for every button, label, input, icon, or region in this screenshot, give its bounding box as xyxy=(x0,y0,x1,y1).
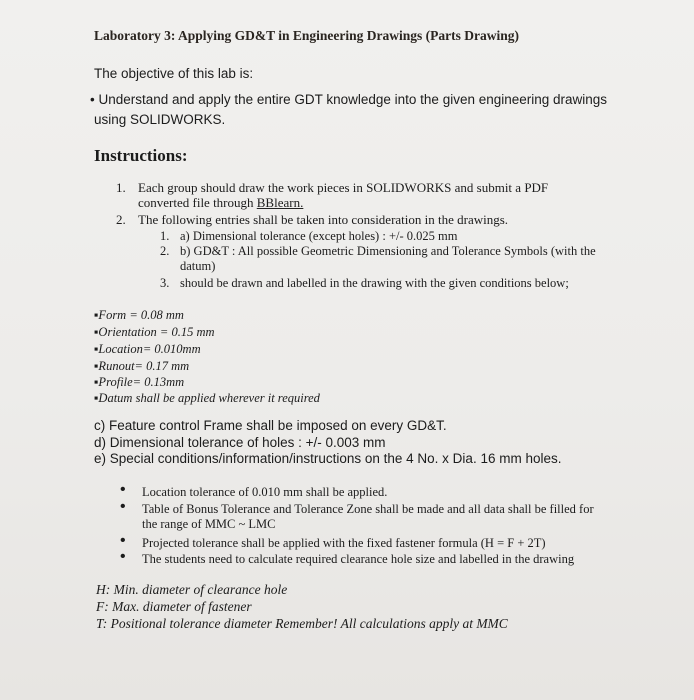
sub3-text: should be drawn and labelled in the drawing with the given conditions below; xyxy=(180,276,569,290)
objective-label: The objective of this lab is: xyxy=(94,66,254,81)
legend-h: H: Min. diameter of clearance hole xyxy=(96,582,288,597)
legend-f: F: Max. diameter of fastener xyxy=(96,599,252,614)
objective-bullet-line2: using SOLIDWORKS. xyxy=(94,112,226,127)
condition-location: ▪Location= 0.010mm xyxy=(94,342,201,356)
condition-runout: ▪Runout= 0.17 mm xyxy=(94,359,190,373)
sub2-number: 2. xyxy=(160,244,170,258)
condition-form: ▪Form = 0.08 mm xyxy=(94,308,184,322)
condition-datum: ▪Datum shall be applied wherever it required xyxy=(94,391,320,405)
sub1-number: 1. xyxy=(160,229,170,243)
sub2-line1: b) GD&T : All possible Geometric Dimensioning and Tolerance Symbols (with the xyxy=(180,244,596,258)
d-item: d) Dimensional tolerance of holes : +/- 0.003 mm xyxy=(94,435,386,450)
condition-orientation: ▪Orientation = 0.15 mm xyxy=(94,325,215,339)
sub1-text: a) Dimensional tolerance (except holes) : +/- 0.025 mm xyxy=(180,229,458,243)
special-bullet-3: Projected tolerance shall be applied with the fixed fastener formula (H = F + 2T) xyxy=(142,536,546,550)
item1-line2 xyxy=(138,195,303,211)
special-bullet-2-line2: the range of MMC ~ LMC xyxy=(142,517,276,531)
condition-profile: ▪Profile= 0.13mm xyxy=(94,375,185,389)
instructions-heading: Instructions: xyxy=(94,146,188,165)
special-bullet-2-line1: Table of Bonus Tolerance and Tolerance Zone shall be made and all data shall be filled for xyxy=(142,502,594,516)
lab-title: Laboratory 3: Applying GD&T in Engineering Drawings (Parts Drawing) xyxy=(94,28,520,43)
bullet-dot: • xyxy=(120,481,126,498)
special-bullet-4: The students need to calculate required clearance hole size and labelled in the drawing xyxy=(142,552,575,566)
item2-text: The following entries shall be taken into consideration in the drawings. xyxy=(138,212,509,227)
item2-number: 2. xyxy=(116,212,126,227)
legend-t: T: Positional tolerance diameter Remember! All calculations apply at MMC xyxy=(96,616,508,631)
e-item: e) Special conditions/information/instructions on the 4 No. x Dia. 16 mm holes. xyxy=(94,451,562,466)
bullet-dot: • xyxy=(120,532,126,549)
special-bullet-1: Location tolerance of 0.010 mm shall be applied. xyxy=(142,485,388,499)
item1-line2-prefix: converted file through xyxy=(138,195,257,210)
bullet-dot: • xyxy=(120,498,126,515)
sub3-number: 3. xyxy=(160,276,170,290)
c-item: c) Feature control Frame shall be imposed on every GD&T. xyxy=(94,418,447,433)
item1-line1: Each group should draw the work pieces in SOLIDWORKS and submit a PDF xyxy=(138,180,549,195)
bblearn-link[interactable]: BBlearn. xyxy=(256,195,304,210)
sub2-line2: datum) xyxy=(180,259,216,273)
item1-number: 1. xyxy=(116,180,126,195)
objective-bullet-line1: • Understand and apply the entire GDT knowledge into the given engineering drawings xyxy=(90,92,608,107)
bullet-dot: • xyxy=(120,548,126,565)
